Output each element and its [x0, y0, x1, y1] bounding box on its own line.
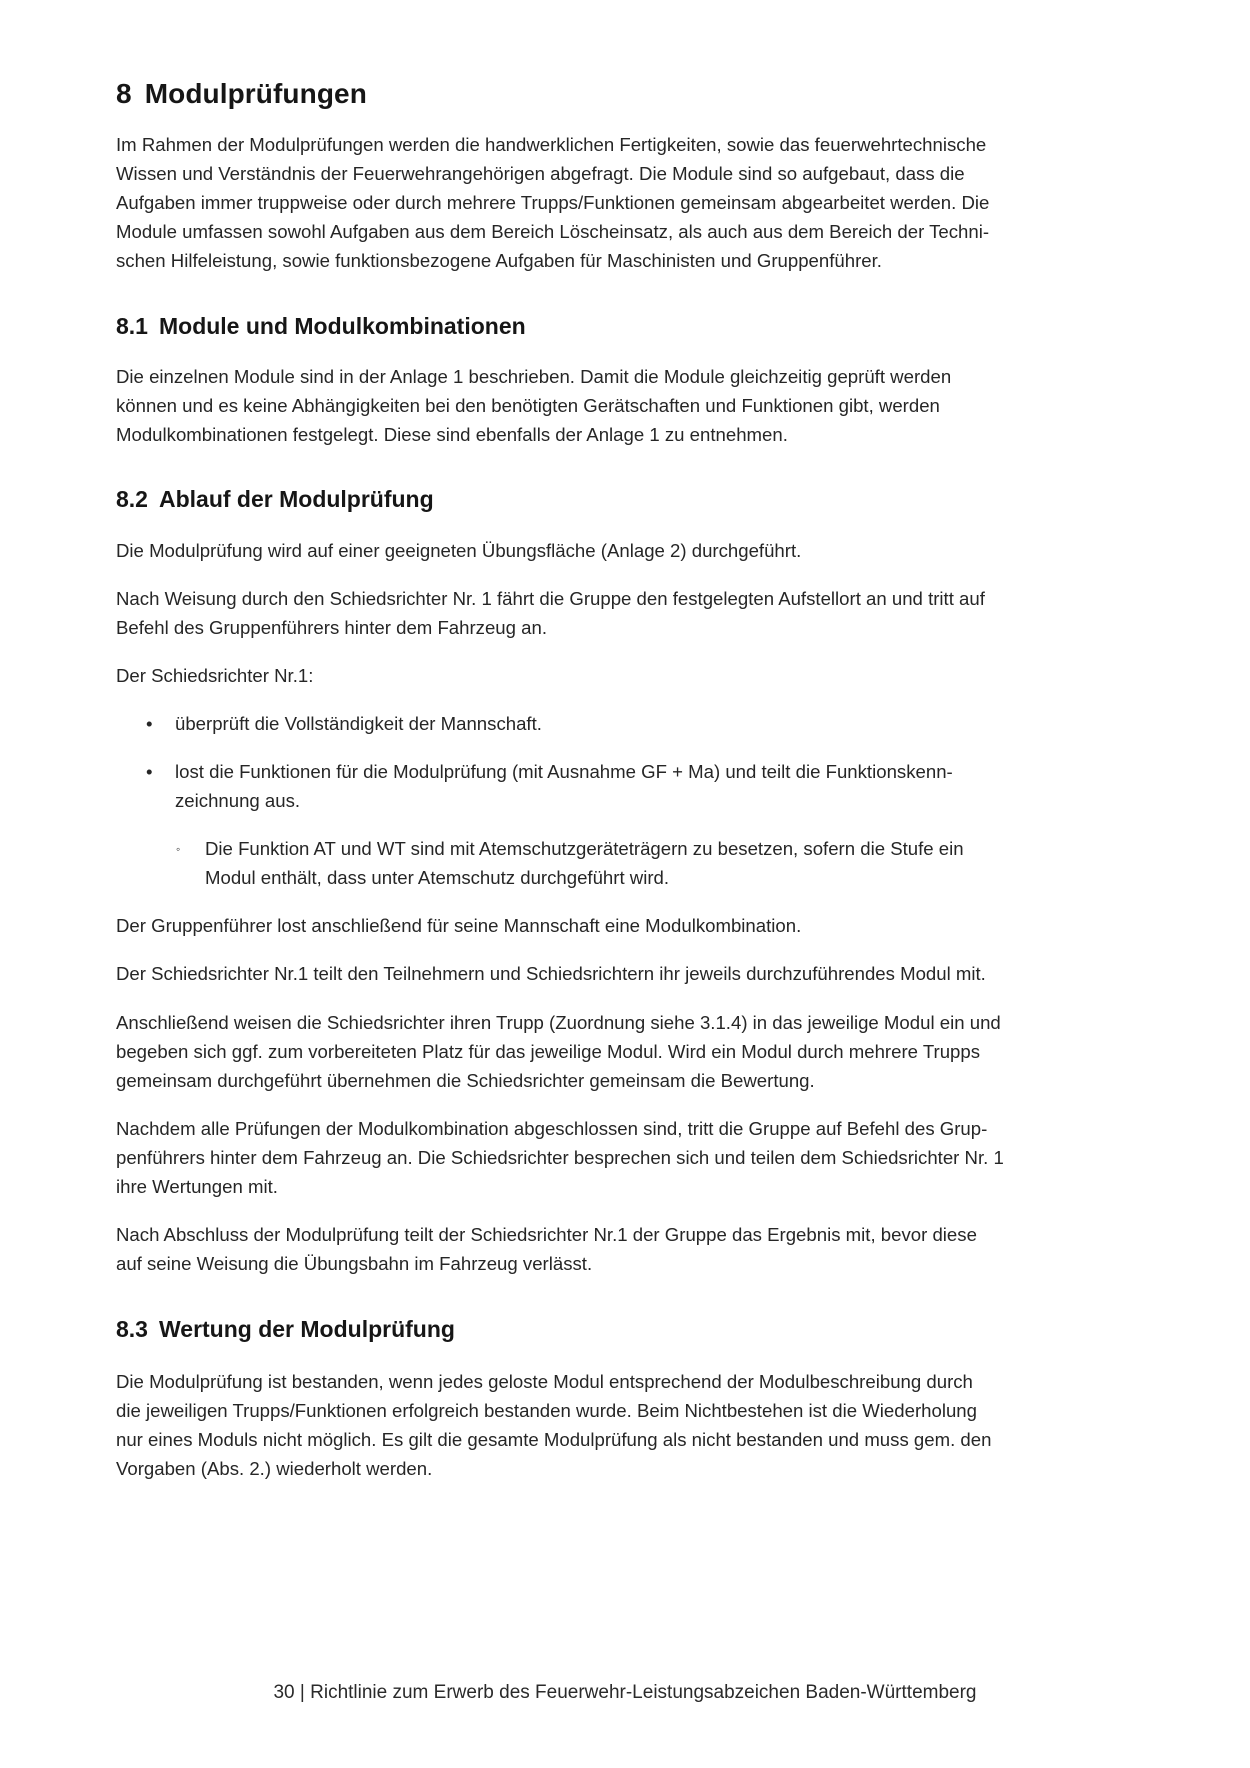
section-8-2-paragraph: Anschließend weisen die Schiedsrichter ihren Trupp (Zuordnung siehe 3.1.4) in das jeweilige Modul ein und begeben sich ggf. zum vorbereiteten Platz für das jeweilige Modul. Wird ein Modul durch mehrere Trupps gemeinsam durchgeführt übernehmen die Schiedsrichter gemeinsam die Bewertung.: [116, 1012, 1001, 1091]
section-8-2-paragraph: Die Modulprüfung wird auf einer geeigneten Übungsfläche (Anlage 2) durchgeführt.: [116, 540, 802, 561]
section-heading-8-3: 8.3 Wertung der Modulprüfung: [116, 1316, 455, 1342]
section-8-2-paragraph: Nach Abschluss der Modulprüfung teilt der Schiedsrichter Nr.1 der Gruppe das Ergebnis mit, bevor diese auf seine Weisung die Übungsbahn im Fahrzeug verlässt.: [116, 1224, 977, 1274]
document-title: Richtlinie zum Erwerb des Feuerwehr-Leistungsabzeichen Baden-Württemberg: [310, 1682, 977, 1703]
bullet-icon: •: [146, 761, 153, 782]
section-8-3-paragraph: Die Modulprüfung ist bestanden, wenn jedes geloste Modul entsprechend der Modulbeschreibung durch die jeweiligen Trupps/Funktionen erfolgreich bestanden wurde. Beim Nichtbestehen ist die Wiederholung nur eines Moduls nicht möglich. Es gilt die gesamte Modulprüfung als nicht bestanden und muss gem. den Vorgaben (Abs. 2.) wiederholt werden.: [116, 1371, 992, 1479]
section-8-1-paragraph: Die einzelnen Module sind in der Anlage 1 beschrieben. Damit die Module gleichzeitig geprüft werden können und es keine Abhängigkeiten bei den benötigten Gerätschaften und Funktionen gibt, werden Modulkombinationen festgelegt. Diese sind ebenfalls der Anlage 1 zu entnehmen.: [116, 366, 952, 445]
chapter-intro-paragraph: Im Rahmen der Modulprüfungen werden die handwerklichen Fertigkeiten, sowie das feuerwehrtechnische Wissen und Verständnis der Feuerwehrangehörigen abgefragt. Die Module sind so aufgebaut, dass die Aufgaben immer truppweise oder durch mehrere Trupps/Funktionen gemeinsam abgearbeitet werden. Die Module umfassen sowohl Aufgaben aus dem Bereich Löscheinsatz, als auch aus dem Bereich der Techni- schen Hilfeleistung, sowie funktionsbezogene Aufgaben für Maschinisten und Gruppenführer.: [116, 134, 990, 271]
chapter-heading: [116, 78, 367, 110]
section-8-2-paragraph: Der Schiedsrichter Nr.1:: [116, 665, 314, 686]
bullet-icon: •: [146, 713, 153, 734]
section-8-2-paragraph: Nach Weisung durch den Schiedsrichter Nr. 1 fährt die Gruppe den festgelegten Aufstellort an und tritt auf Befehl des Gruppenführers hinter dem Fahrzeug an.: [116, 588, 985, 638]
section-heading-8-2: 8.2 Ablauf der Modulprüfung: [116, 486, 434, 512]
section-heading-8-1: 8.1 Module und Modulkombinationen: [116, 313, 526, 339]
circle-bullet-icon: ◦: [176, 842, 181, 856]
footer-separator: |: [299, 1682, 305, 1703]
page-footer: [0, 1682, 1250, 1704]
chapter-title: Modulprüfungen: [144, 78, 367, 109]
section-8-2-paragraph: Der Gruppenführer lost anschließend für seine Mannschaft eine Modulkombination.: [116, 915, 802, 936]
page-number: 30: [273, 1682, 295, 1703]
section-8-2-paragraph: Nachdem alle Prüfungen der Modulkombination abgeschlossen sind, tritt die Gruppe auf Befehl des Grup- penführers hinter dem Fahrzeug an. Die Schiedsrichter besprechen sich und teilen dem Schiedsrichter Nr. 1 ihre Wertungen mit.: [116, 1118, 1004, 1197]
chapter-number: 8: [116, 78, 132, 109]
section-8-2-paragraph: Der Schiedsrichter Nr.1 teilt den Teilnehmern und Schiedsrichtern ihr jeweils durchzuführendes Modul mit.: [116, 963, 986, 984]
